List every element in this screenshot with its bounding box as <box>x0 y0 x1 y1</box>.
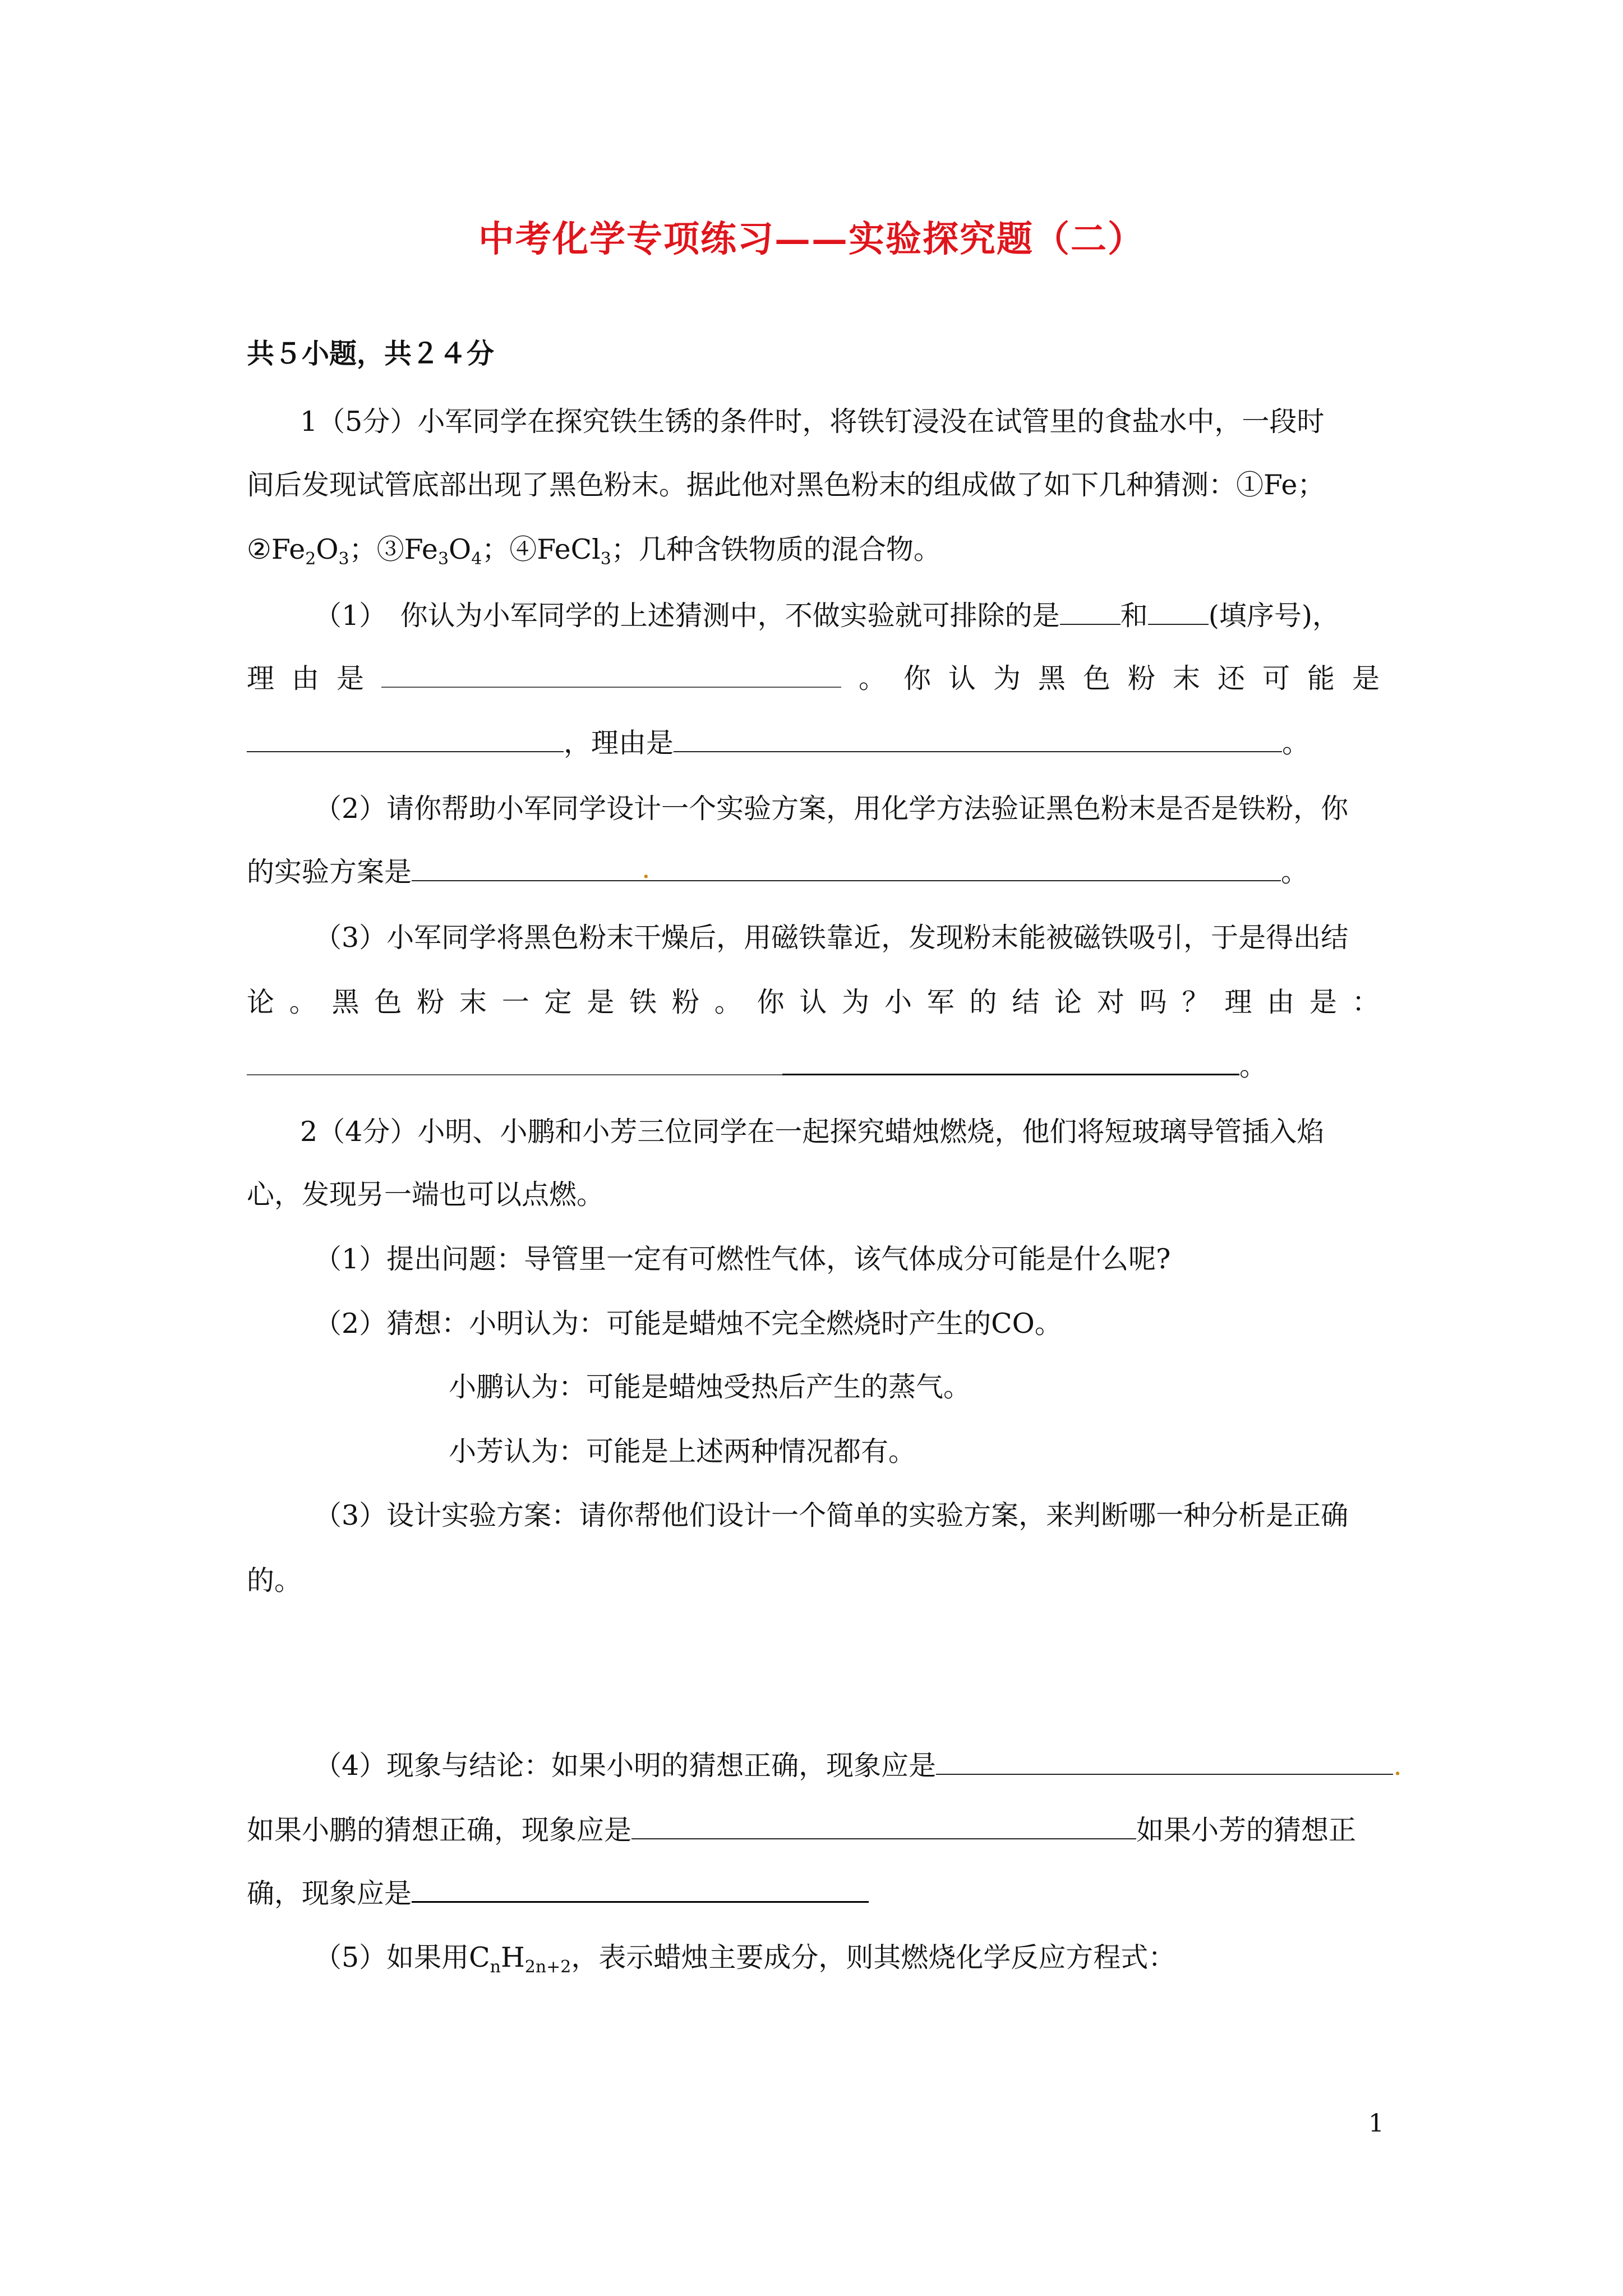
q1-intro-line1: 1（5分）小军同学在探究铁生锈的条件时，将铁钉浸没在试管里的食盐水中，一段时 <box>300 406 1325 438</box>
q2-blank-xiaoming[interactable] <box>936 1749 1393 1775</box>
q1-guesses: $②Fe_2O_3$；$③Fe_3O_4$；④FeCl$_3$；几种含铁物质的混合物。 <box>247 533 941 569</box>
q1-blank-other-reason[interactable] <box>674 726 1282 752</box>
page-number: 1 <box>1368 2109 1384 2138</box>
q1-part2-line2: 的实验方案是 . 。 <box>247 853 1309 888</box>
q2-part2-line1: （2）猜想：小明认为：可能是蜡烛不完全燃烧时产生的CO。 <box>314 1308 1062 1340</box>
q1-part3-line3: 。 <box>247 1049 1267 1083</box>
q2-intro-line1: 2（4分）小明、小鹏和小芳三位同学在一起探究蜡烛燃烧，他们将短玻璃导管插入焰 <box>300 1116 1325 1148</box>
summary: 共５小题，共２４分 <box>247 337 495 370</box>
q1-blank-exclude-1[interactable] <box>1060 599 1121 625</box>
q1-part3-line1: （3）小军同学将黑色粉末干燥后，用磁铁靠近，发现粉末能被磁铁吸引，于是得出结 <box>314 922 1349 954</box>
q1-blank-judgement-b[interactable] <box>782 1049 1239 1075</box>
q1-blank-other-possibility[interactable] <box>247 726 564 752</box>
q2-part3-line2: 的。 <box>247 1565 302 1596</box>
q1-blank-plan[interactable]: . <box>412 855 1281 881</box>
q2-part4-line2: 如果小鹏的猜想正确，现象应是 如果小芳的猜想正 <box>247 1814 1357 1846</box>
q1-part1-line3: ，理由是 。 <box>247 726 1310 760</box>
q1-blank-reason[interactable] <box>381 662 841 688</box>
q2-part5: （5）如果用$C_nH_{2n+2}$，表示蜡烛主要成分，则其燃烧化学反应方程式： <box>314 1941 1176 1977</box>
q1-blank-exclude-2[interactable] <box>1148 599 1209 625</box>
q2-part4-line1: （4）现象与结论：如果小明的猜想正确，现象应是 . <box>314 1750 1402 1782</box>
q2-part1: （1）提出问题：导管里一定有可燃性气体，该气体成分可能是什么呢? <box>314 1243 1171 1275</box>
q2-part3-line1: （3）设计实验方案：请你帮他们设计一个简单的实验方案，来判断哪一种分析是正确 <box>314 1499 1349 1531</box>
q1-intro-line2: 间后发现试管底部出现了黑色粉末。据此他对黑色粉末的组成做了如下几种猜测：①Fe； <box>247 469 1325 501</box>
q2-part2-line3: 小芳认为：可能是上述两种情况都有。 <box>449 1435 916 1467</box>
q1-part2-line1: （2）请你帮助小军同学设计一个实验方案，用化学方法验证黑色粉末是否是铁粉，你 <box>314 793 1349 825</box>
q2-blank-xiaopeng[interactable] <box>631 1814 1136 1839</box>
q1-blank-judgement-a[interactable] <box>247 1050 782 1075</box>
q1-part1-line1: （1） 你认为小军同学的上述猜测中，不做实验就可排除的是 和 (填序号)， <box>314 600 1340 632</box>
q2-intro-line2: 心，发现另一端也可以点燃。 <box>247 1179 605 1211</box>
q2-part4-line3: 确，现象应是 <box>247 1876 869 1911</box>
q2-blank-xiaofang[interactable] <box>412 1876 869 1903</box>
q1-part1-line2: 理 由 是 。 你 认 为 黑 色 粉 末 还 可 能 是 <box>247 662 1380 694</box>
q2-part2-line2: 小鹏认为：可能是蜡烛受热后产生的蒸气。 <box>449 1371 971 1403</box>
page-title: 中考化学专项练习——实验探究题（二） <box>478 218 1145 260</box>
q1-part3-line2: 论 。 黑 色 粉 末 一 定 是 铁 粉 。 你 认 为 小 军 的 结 论 对 吗 ？ 理 由 是 ： <box>247 986 1380 1018</box>
